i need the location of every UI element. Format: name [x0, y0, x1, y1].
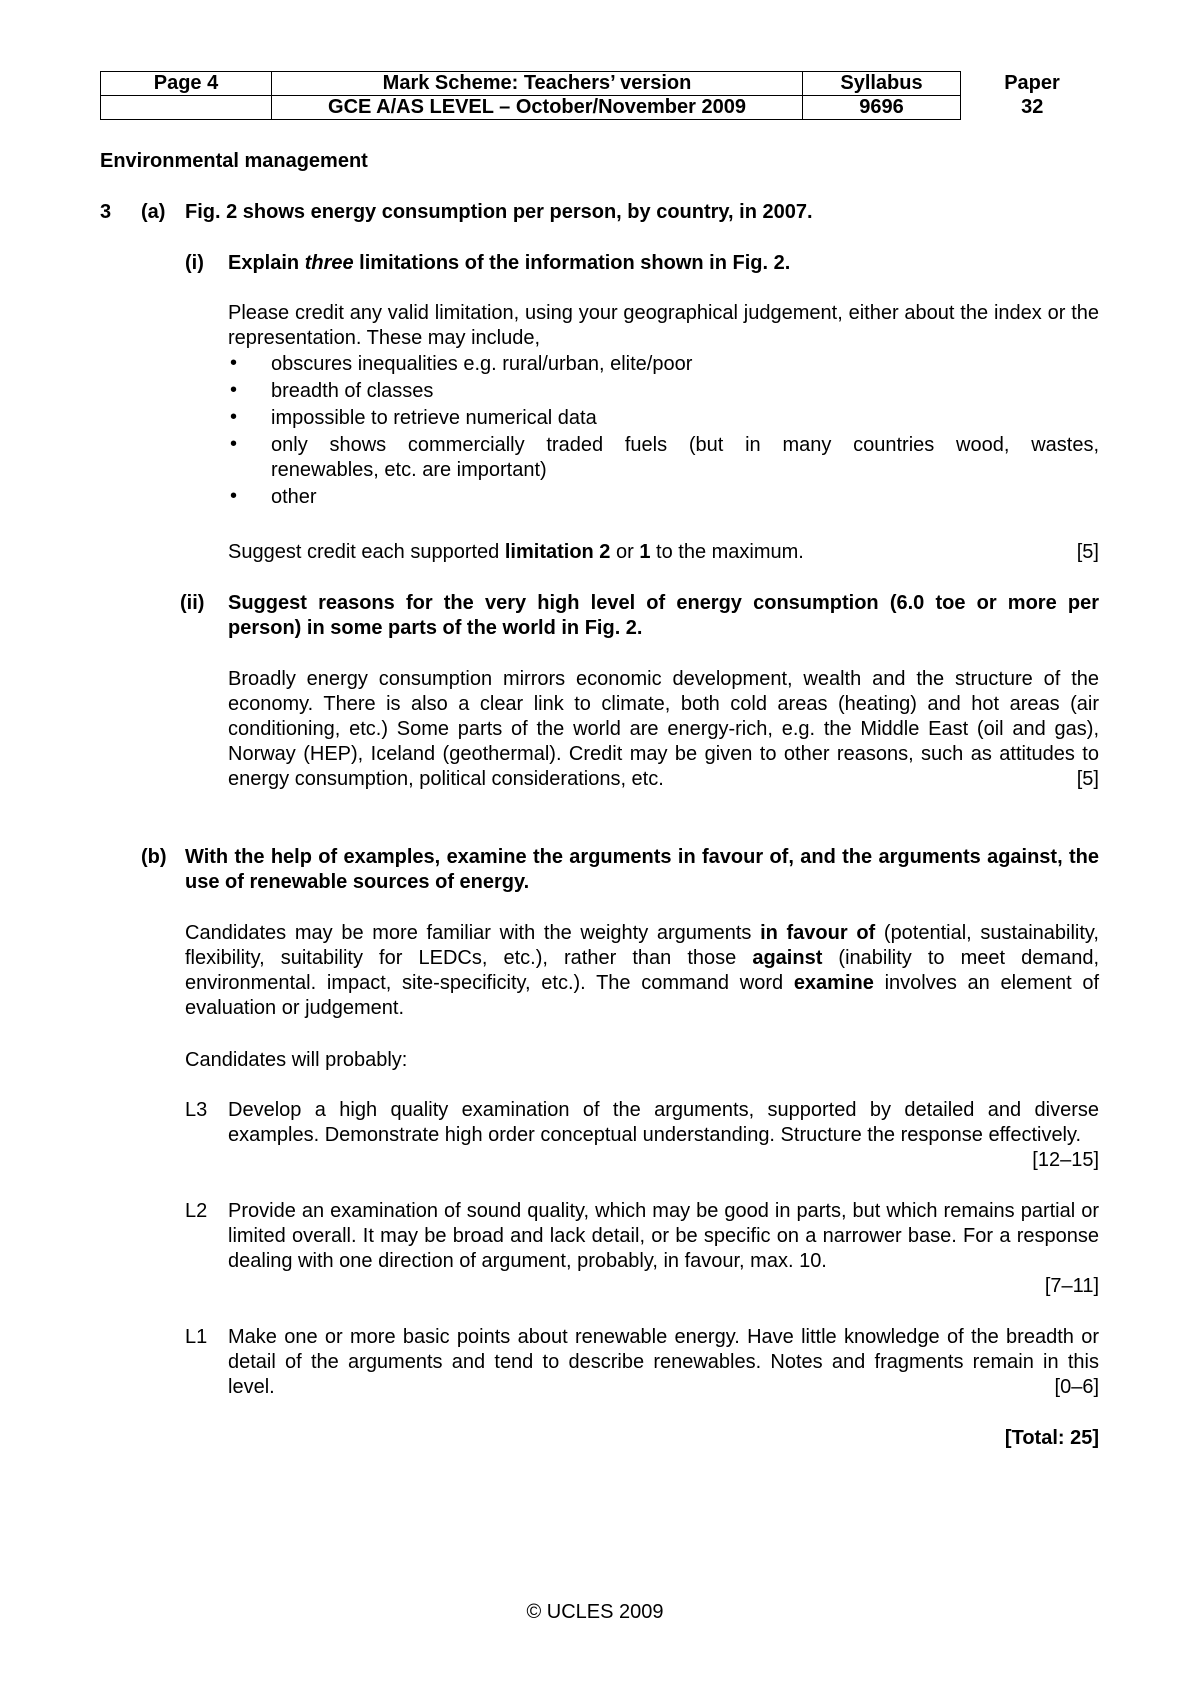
bullet-item: obscures inequalities e.g. rural/urban, elite/poor	[271, 353, 693, 375]
part-b-question: With the help of examples, examine the arguments in favour of, and the arguments against, the use of renewable sources of energy.	[185, 846, 1099, 893]
part-ii-question: Suggest reasons for the very high level of energy consumption (6.0 toe or more per person) in some parts of the world in Fig. 2.	[228, 592, 1099, 639]
level-mark: [0–6]	[1054, 1376, 1099, 1398]
part-ii-label: (ii)	[180, 592, 205, 614]
bullet-item-continuation: renewables, etc. are important)	[271, 459, 547, 481]
level-description: Provide an examination of sound quality, which may be good in parts, but which remains partial or limited overall. It may be broad and lack detail, or be specific on a narrower base. For a response dealing with one direction of argument, probably, in favour, max. 10.	[228, 1200, 1099, 1272]
total-mark: [Total: 25]	[1004, 1427, 1099, 1449]
syllabus-label: Syllabus	[803, 72, 961, 96]
footer-copyright: © UCLES 2009	[526, 1601, 664, 1623]
paper-label: Paper	[1004, 72, 1060, 94]
bullet-dot: •	[230, 379, 238, 401]
part-a-label: (a)	[141, 201, 166, 223]
part-i-suggest: Suggest credit each supported limitation 2 or 1 to the maximum.	[228, 541, 804, 563]
part-i-paragraph: Please credit any valid limitation, using your geographical judgement, either about the index or the representation. These may include,	[228, 302, 1099, 349]
level-mark: [7–11]	[1044, 1275, 1099, 1297]
bullet-dot: •	[230, 406, 238, 428]
level-mark: [12–15]	[1032, 1149, 1099, 1171]
level-label: L2	[185, 1200, 208, 1222]
syllabus-code: 9696	[803, 96, 961, 120]
part-a-text: Fig. 2 shows energy consumption per person, by country, in 2007.	[185, 201, 813, 223]
bullet-item: breadth of classes	[271, 380, 434, 402]
bullet-dot: •	[230, 433, 238, 455]
level-label: L1	[185, 1326, 208, 1348]
part-b-label: (b)	[141, 846, 167, 868]
paper-number: 32	[1021, 96, 1044, 118]
level-description: Develop a high quality examination of the arguments, supported by detailed and diverse examples. Demonstrate high order conceptual understanding. Structure the response effectively.	[228, 1099, 1099, 1146]
scheme-title: Mark Scheme: Teachers’ version	[272, 72, 803, 96]
header-table	[100, 71, 1104, 120]
part-ii-mark: [5]	[1076, 768, 1099, 790]
bullet-item: only shows commercially traded fuels (but in many countries wood, wastes,	[271, 434, 1099, 456]
exam-title: GCE A/AS LEVEL – October/November 2009	[272, 96, 803, 120]
level-description: Make one or more basic points about renewable energy. Have little knowledge of the breadth or detail of the arguments and tend to describe renewables. Notes and fragments remain in this level.	[228, 1326, 1099, 1398]
part-i-question: Explain three limitations of the information shown in Fig. 2.	[228, 252, 791, 274]
page-blank-cell	[101, 96, 272, 120]
level-label: L3	[185, 1099, 208, 1121]
bullet-item: impossible to retrieve numerical data	[271, 407, 597, 429]
question-number: 3	[100, 201, 112, 223]
part-b-probably: Candidates will probably:	[185, 1049, 408, 1071]
section-title: Environmental management	[100, 150, 368, 172]
part-i-label: (i)	[185, 252, 204, 274]
part-ii-paragraph: Broadly energy consumption mirrors economic development, wealth and the structure of the economy. There is also a clear link to climate, both cold areas (heating) and hot areas (air conditioning, etc.) Some parts of the world are energy-rich, e.g. the Middle East (oil and gas), Norway (HEP), Iceland (geothermal). Credit may be given to other reasons, such as attitudes to energy consumption, political considerations, etc.	[228, 668, 1099, 790]
page-label: Page 4	[101, 72, 272, 96]
part-i-mark: [5]	[1076, 541, 1099, 563]
bullet-item: other	[271, 486, 317, 508]
bullet-dot: •	[230, 485, 238, 507]
bullet-dot: •	[230, 352, 238, 374]
part-b-paragraph: Candidates may be more familiar with the weighty arguments in favour of (potential, sustainability, flexibility, suitability for LEDCs, etc.), rather than those against (inability to meet demand, environmental. impact, site-specificity, etc.). The command word examine involves an element of evaluation or judgement.	[185, 922, 1100, 1019]
